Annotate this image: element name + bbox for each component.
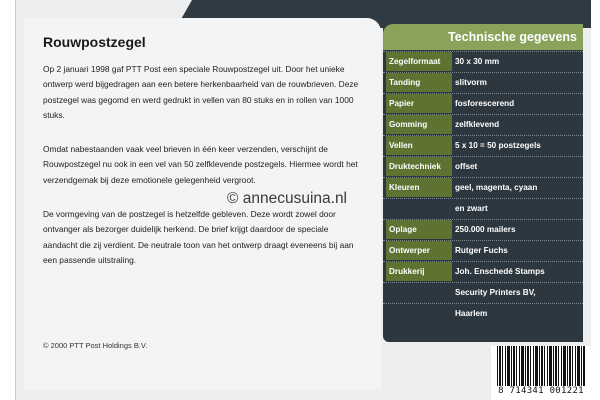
tech-row-vellen: [383, 135, 583, 155]
watermark: © annecusuina.nl: [227, 190, 348, 207]
tech-value: 30 x 30 mm: [455, 57, 500, 66]
tech-label: [386, 199, 452, 218]
tech-label: [386, 283, 452, 302]
barcode: [491, 346, 591, 400]
technical-data-panel: [383, 24, 583, 342]
tech-value: 5 x 10 = 50 postzegels: [455, 141, 541, 150]
tech-row-tanding: [383, 72, 583, 92]
tech-row-kleuren-continued: [383, 198, 583, 218]
tech-label: Oplage: [386, 220, 452, 239]
technical-data-header: Technische gegevens: [383, 24, 583, 50]
tech-value: offset: [455, 162, 478, 171]
tech-value: Rutger Fuchs: [455, 246, 508, 255]
paragraph-2: Omdat nabestaanden vaak veel brieven in één keer verzenden, verschijnt de Rouwpostzegel nu ook in een vel van 50 zelfklevende postzegels. Hiermee wordt het verzendgemak bij deze emotionele gelegenheid vergroot.: [43, 144, 358, 185]
tech-row-drukkerij-continued: [383, 282, 583, 302]
tech-row-drukkerij-city: [383, 303, 583, 323]
tech-label: Tanding: [386, 73, 452, 92]
tech-label: Vellen: [386, 136, 452, 155]
tech-value: fosforescerend: [455, 99, 515, 108]
tech-value: 250.000 mailers: [455, 225, 516, 234]
tech-row-drukkerij: [383, 261, 583, 281]
stamp-card: [15, 0, 591, 400]
tech-label: Gomming: [386, 115, 452, 134]
tech-value: geel, magenta, cyaan: [455, 183, 538, 192]
tech-row-gomming: [383, 114, 583, 134]
barcode-bars: [497, 346, 585, 386]
tech-row-druktechniek: [383, 156, 583, 176]
tech-value: en zwart: [455, 204, 488, 213]
tech-row-ontwerper: [383, 240, 583, 260]
tech-value: Security Printers BV,: [455, 288, 536, 297]
tech-row-papier: [383, 93, 583, 113]
paragraph-3: De vormgeving van de postzegel is hetzelfde gebleven. Deze wordt zowel door ontvanger als bezorger duidelijk herkend. De brief krijgt daardoor de speciale aandacht die zij verdient. De neutrale toon van het ontwerp draagt eveneens bij aan een passende uitstraling.: [43, 209, 354, 266]
tech-label: [386, 304, 452, 323]
copyright-text: © 2000 PTT Post Holdings B.V.: [43, 341, 148, 350]
tech-value: Haarlem: [455, 309, 488, 318]
tech-label: Papier: [386, 94, 452, 113]
tech-label: Zegelformaat: [386, 52, 452, 71]
tech-label: Ontwerper: [386, 241, 452, 260]
page-title: Rouwpostzegel: [43, 34, 146, 50]
tech-row-kleuren: [383, 177, 583, 197]
paragraph-1: Op 2 januari 1998 gaf PTT Post een speciale Rouwpostzegel uit. Door het unieke ontwerp werd bijgedragen aan een betere herkenbaarheid van de rouwbrieven. Deze postzegel was gegomd en werd gedrukt in vellen van 80 stuks en in rollen van 1000 stuks.: [43, 64, 359, 121]
tech-row-oplage: [383, 219, 583, 239]
tech-label: Druktechniek: [386, 157, 452, 176]
tech-value: slitvorm: [455, 78, 487, 87]
tech-value: zelfklevend: [455, 120, 500, 129]
tech-row-zegelformaat: [383, 51, 583, 71]
tech-label: Kleuren: [386, 178, 452, 197]
tech-value: Joh. Enschedé Stamps: [455, 267, 545, 276]
barcode-number: 8 714341 001221: [498, 386, 584, 396]
tech-label: Drukkerij: [386, 262, 452, 281]
